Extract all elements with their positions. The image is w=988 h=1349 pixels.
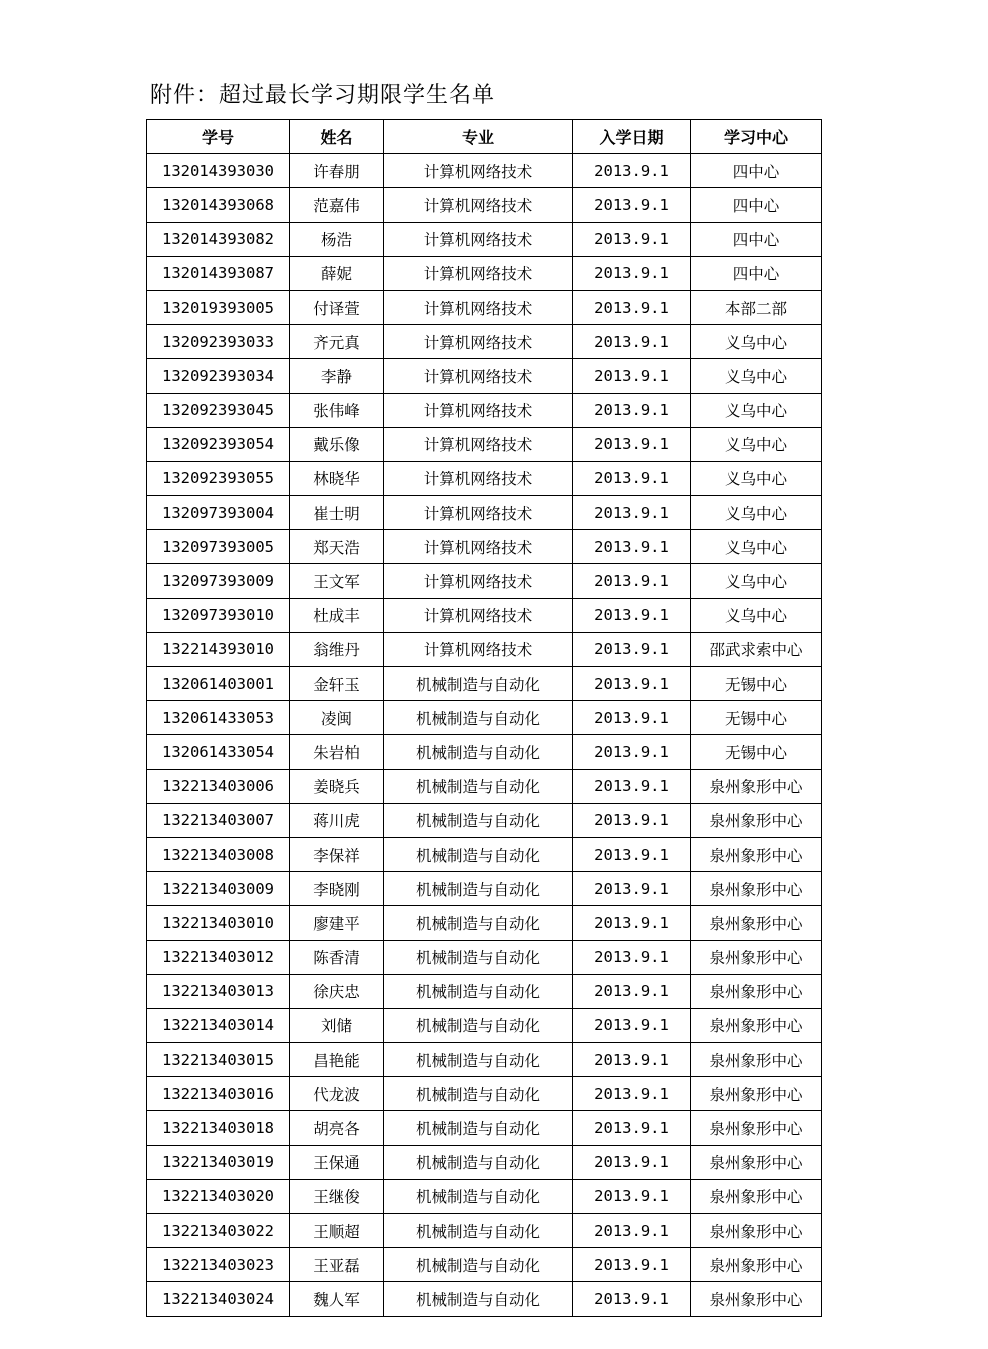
table-body [147, 154, 822, 1316]
cell-student-id: 132097393004 [147, 496, 290, 530]
cell-learning-center: 义乌中心 [691, 359, 822, 393]
cell-learning-center: 泉州象形中心 [691, 1282, 822, 1316]
table-row [147, 1111, 822, 1145]
table-row [147, 735, 822, 769]
cell-student-id: 132213403006 [147, 769, 290, 803]
cell-enrollment-date: 2013.9.1 [573, 1043, 691, 1077]
cell-student-id: 132092393034 [147, 359, 290, 393]
cell-name: 许春朋 [290, 154, 384, 188]
cell-major: 计算机网络技术 [384, 188, 573, 222]
cell-name: 崔士明 [290, 496, 384, 530]
table-row [147, 393, 822, 427]
cell-name: 王亚磊 [290, 1248, 384, 1282]
table-row [147, 256, 822, 290]
cell-learning-center: 四中心 [691, 256, 822, 290]
table-header-row [147, 120, 822, 154]
cell-name: 姜晓兵 [290, 769, 384, 803]
cell-learning-center: 义乌中心 [691, 427, 822, 461]
cell-learning-center: 无锡中心 [691, 701, 822, 735]
cell-student-id: 132061433054 [147, 735, 290, 769]
cell-name: 林晓华 [290, 461, 384, 495]
cell-learning-center: 本部二部 [691, 290, 822, 324]
cell-enrollment-date: 2013.9.1 [573, 530, 691, 564]
table-row [147, 598, 822, 632]
cell-student-id: 132213403018 [147, 1111, 290, 1145]
cell-enrollment-date: 2013.9.1 [573, 837, 691, 871]
cell-major: 计算机网络技术 [384, 222, 573, 256]
cell-name: 杜成丰 [290, 598, 384, 632]
cell-name: 戴乐像 [290, 427, 384, 461]
cell-enrollment-date: 2013.9.1 [573, 290, 691, 324]
cell-major: 机械制造与自动化 [384, 1145, 573, 1179]
table-row [147, 290, 822, 324]
cell-major: 机械制造与自动化 [384, 1179, 573, 1213]
table-row [147, 427, 822, 461]
cell-major: 机械制造与自动化 [384, 1008, 573, 1042]
cell-major: 计算机网络技术 [384, 530, 573, 564]
table-row [147, 1145, 822, 1179]
table-row [147, 1077, 822, 1111]
cell-enrollment-date: 2013.9.1 [573, 701, 691, 735]
cell-enrollment-date: 2013.9.1 [573, 803, 691, 837]
cell-name: 金轩玉 [290, 667, 384, 701]
cell-student-id: 132014393082 [147, 222, 290, 256]
header-name: 姓名 [290, 120, 384, 154]
cell-student-id: 132214393010 [147, 632, 290, 666]
cell-enrollment-date: 2013.9.1 [573, 461, 691, 495]
cell-enrollment-date: 2013.9.1 [573, 769, 691, 803]
cell-major: 机械制造与自动化 [384, 1043, 573, 1077]
cell-major: 机械制造与自动化 [384, 837, 573, 871]
cell-student-id: 132092393055 [147, 461, 290, 495]
cell-student-id: 132213403024 [147, 1282, 290, 1316]
cell-enrollment-date: 2013.9.1 [573, 598, 691, 632]
cell-name: 刘储 [290, 1008, 384, 1042]
cell-major: 机械制造与自动化 [384, 1111, 573, 1145]
cell-student-id: 132061403001 [147, 667, 290, 701]
cell-name: 王文军 [290, 564, 384, 598]
cell-name: 付译萱 [290, 290, 384, 324]
cell-learning-center: 泉州象形中心 [691, 940, 822, 974]
cell-name: 王顺超 [290, 1214, 384, 1248]
cell-major: 计算机网络技术 [384, 290, 573, 324]
table-row [147, 1043, 822, 1077]
cell-student-id: 132213403008 [147, 837, 290, 871]
cell-major: 计算机网络技术 [384, 154, 573, 188]
cell-enrollment-date: 2013.9.1 [573, 872, 691, 906]
cell-major: 机械制造与自动化 [384, 1214, 573, 1248]
cell-learning-center: 泉州象形中心 [691, 1077, 822, 1111]
table-row [147, 769, 822, 803]
cell-major: 机械制造与自动化 [384, 769, 573, 803]
cell-learning-center: 四中心 [691, 222, 822, 256]
table-row [147, 701, 822, 735]
cell-enrollment-date: 2013.9.1 [573, 974, 691, 1008]
cell-learning-center: 义乌中心 [691, 496, 822, 530]
table-row [147, 974, 822, 1008]
cell-name: 蒋川虎 [290, 803, 384, 837]
cell-name: 代龙波 [290, 1077, 384, 1111]
cell-major: 计算机网络技术 [384, 325, 573, 359]
cell-learning-center: 泉州象形中心 [691, 974, 822, 1008]
cell-major: 计算机网络技术 [384, 393, 573, 427]
cell-enrollment-date: 2013.9.1 [573, 393, 691, 427]
table-row [147, 564, 822, 598]
cell-learning-center: 无锡中心 [691, 667, 822, 701]
cell-student-id: 132097393010 [147, 598, 290, 632]
cell-enrollment-date: 2013.9.1 [573, 325, 691, 359]
cell-name: 魏人军 [290, 1282, 384, 1316]
cell-student-id: 132213403015 [147, 1043, 290, 1077]
cell-enrollment-date: 2013.9.1 [573, 1214, 691, 1248]
cell-name: 杨浩 [290, 222, 384, 256]
cell-enrollment-date: 2013.9.1 [573, 188, 691, 222]
cell-student-id: 132097393009 [147, 564, 290, 598]
table-row [147, 1179, 822, 1213]
table-row [147, 837, 822, 871]
cell-student-id: 132213403012 [147, 940, 290, 974]
table-row [147, 359, 822, 393]
cell-enrollment-date: 2013.9.1 [573, 906, 691, 940]
cell-student-id: 132213403013 [147, 974, 290, 1008]
cell-student-id: 132213403007 [147, 803, 290, 837]
cell-name: 郑天浩 [290, 530, 384, 564]
cell-name: 李晓刚 [290, 872, 384, 906]
header-enrollment-date: 入学日期 [573, 120, 691, 154]
table-row [147, 1282, 822, 1316]
table-row [147, 1214, 822, 1248]
cell-student-id: 132213403020 [147, 1179, 290, 1213]
table-row [147, 803, 822, 837]
cell-enrollment-date: 2013.9.1 [573, 667, 691, 701]
cell-enrollment-date: 2013.9.1 [573, 1179, 691, 1213]
cell-major: 机械制造与自动化 [384, 735, 573, 769]
cell-major: 机械制造与自动化 [384, 701, 573, 735]
cell-enrollment-date: 2013.9.1 [573, 1111, 691, 1145]
cell-major: 计算机网络技术 [384, 564, 573, 598]
table-row [147, 632, 822, 666]
cell-name: 张伟峰 [290, 393, 384, 427]
cell-student-id: 132213403010 [147, 906, 290, 940]
cell-student-id: 132213403009 [147, 872, 290, 906]
table-row [147, 154, 822, 188]
table-row [147, 872, 822, 906]
cell-learning-center: 泉州象形中心 [691, 1248, 822, 1282]
cell-major: 机械制造与自动化 [384, 1282, 573, 1316]
cell-enrollment-date: 2013.9.1 [573, 256, 691, 290]
cell-name: 徐庆忠 [290, 974, 384, 1008]
cell-major: 计算机网络技术 [384, 256, 573, 290]
cell-student-id: 132097393005 [147, 530, 290, 564]
table-row [147, 325, 822, 359]
cell-name: 朱岩柏 [290, 735, 384, 769]
cell-major: 计算机网络技术 [384, 632, 573, 666]
cell-name: 王继俊 [290, 1179, 384, 1213]
cell-name: 陈香清 [290, 940, 384, 974]
cell-name: 翁维丹 [290, 632, 384, 666]
cell-student-id: 132092393045 [147, 393, 290, 427]
cell-student-id: 132213403014 [147, 1008, 290, 1042]
cell-major: 计算机网络技术 [384, 461, 573, 495]
cell-enrollment-date: 2013.9.1 [573, 359, 691, 393]
cell-student-id: 132213403022 [147, 1214, 290, 1248]
table-row [147, 222, 822, 256]
header-learning-center: 学习中心 [691, 120, 822, 154]
document-title: 附件：超过最长学习期限学生名单 [150, 83, 496, 108]
cell-enrollment-date: 2013.9.1 [573, 1282, 691, 1316]
cell-student-id: 132014393068 [147, 188, 290, 222]
cell-student-id: 132213403016 [147, 1077, 290, 1111]
cell-name: 李保祥 [290, 837, 384, 871]
student-roster-table [146, 119, 822, 1317]
cell-learning-center: 无锡中心 [691, 735, 822, 769]
cell-name: 李静 [290, 359, 384, 393]
cell-name: 廖建平 [290, 906, 384, 940]
cell-learning-center: 泉州象形中心 [691, 1111, 822, 1145]
cell-name: 胡亮各 [290, 1111, 384, 1145]
cell-learning-center: 泉州象形中心 [691, 1145, 822, 1179]
cell-learning-center: 泉州象形中心 [691, 769, 822, 803]
cell-name: 昌艳能 [290, 1043, 384, 1077]
table-row [147, 1248, 822, 1282]
cell-major: 计算机网络技术 [384, 496, 573, 530]
table-row [147, 667, 822, 701]
cell-major: 机械制造与自动化 [384, 974, 573, 1008]
cell-learning-center: 泉州象形中心 [691, 837, 822, 871]
cell-enrollment-date: 2013.9.1 [573, 496, 691, 530]
cell-learning-center: 泉州象形中心 [691, 1179, 822, 1213]
cell-learning-center: 四中心 [691, 188, 822, 222]
cell-major: 计算机网络技术 [384, 427, 573, 461]
cell-learning-center: 泉州象形中心 [691, 872, 822, 906]
cell-learning-center: 泉州象形中心 [691, 1008, 822, 1042]
cell-learning-center: 义乌中心 [691, 530, 822, 564]
cell-student-id: 132019393005 [147, 290, 290, 324]
cell-name: 王保通 [290, 1145, 384, 1179]
cell-learning-center: 邵武求索中心 [691, 632, 822, 666]
cell-learning-center: 泉州象形中心 [691, 803, 822, 837]
cell-student-id: 132014393087 [147, 256, 290, 290]
table-row [147, 530, 822, 564]
cell-enrollment-date: 2013.9.1 [573, 222, 691, 256]
cell-major: 机械制造与自动化 [384, 1077, 573, 1111]
cell-name: 范嘉伟 [290, 188, 384, 222]
cell-enrollment-date: 2013.9.1 [573, 1008, 691, 1042]
cell-major: 计算机网络技术 [384, 359, 573, 393]
header-major: 专业 [384, 120, 573, 154]
cell-enrollment-date: 2013.9.1 [573, 154, 691, 188]
table-row [147, 188, 822, 222]
cell-enrollment-date: 2013.9.1 [573, 1077, 691, 1111]
cell-major: 机械制造与自动化 [384, 872, 573, 906]
cell-learning-center: 义乌中心 [691, 325, 822, 359]
cell-major: 机械制造与自动化 [384, 1248, 573, 1282]
cell-enrollment-date: 2013.9.1 [573, 1145, 691, 1179]
cell-student-id: 132014393030 [147, 154, 290, 188]
cell-major: 计算机网络技术 [384, 598, 573, 632]
cell-enrollment-date: 2013.9.1 [573, 564, 691, 598]
cell-student-id: 132213403019 [147, 1145, 290, 1179]
cell-enrollment-date: 2013.9.1 [573, 940, 691, 974]
table-row [147, 906, 822, 940]
table-row [147, 461, 822, 495]
cell-major: 机械制造与自动化 [384, 906, 573, 940]
cell-learning-center: 泉州象形中心 [691, 1043, 822, 1077]
table-row [147, 1008, 822, 1042]
cell-enrollment-date: 2013.9.1 [573, 427, 691, 461]
cell-enrollment-date: 2013.9.1 [573, 632, 691, 666]
cell-student-id: 132092393054 [147, 427, 290, 461]
table-row [147, 496, 822, 530]
table-row [147, 940, 822, 974]
header-student-id: 学号 [147, 120, 290, 154]
cell-learning-center: 义乌中心 [691, 564, 822, 598]
cell-student-id: 132092393033 [147, 325, 290, 359]
cell-major: 机械制造与自动化 [384, 940, 573, 974]
cell-learning-center: 泉州象形中心 [691, 1214, 822, 1248]
cell-learning-center: 义乌中心 [691, 461, 822, 495]
cell-student-id: 132213403023 [147, 1248, 290, 1282]
cell-name: 薛妮 [290, 256, 384, 290]
cell-major: 机械制造与自动化 [384, 667, 573, 701]
cell-learning-center: 四中心 [691, 154, 822, 188]
cell-learning-center: 义乌中心 [691, 598, 822, 632]
cell-enrollment-date: 2013.9.1 [573, 735, 691, 769]
cell-enrollment-date: 2013.9.1 [573, 1248, 691, 1282]
cell-name: 凌闽 [290, 701, 384, 735]
cell-major: 机械制造与自动化 [384, 803, 573, 837]
cell-learning-center: 义乌中心 [691, 393, 822, 427]
cell-name: 齐元真 [290, 325, 384, 359]
cell-student-id: 132061433053 [147, 701, 290, 735]
cell-learning-center: 泉州象形中心 [691, 906, 822, 940]
